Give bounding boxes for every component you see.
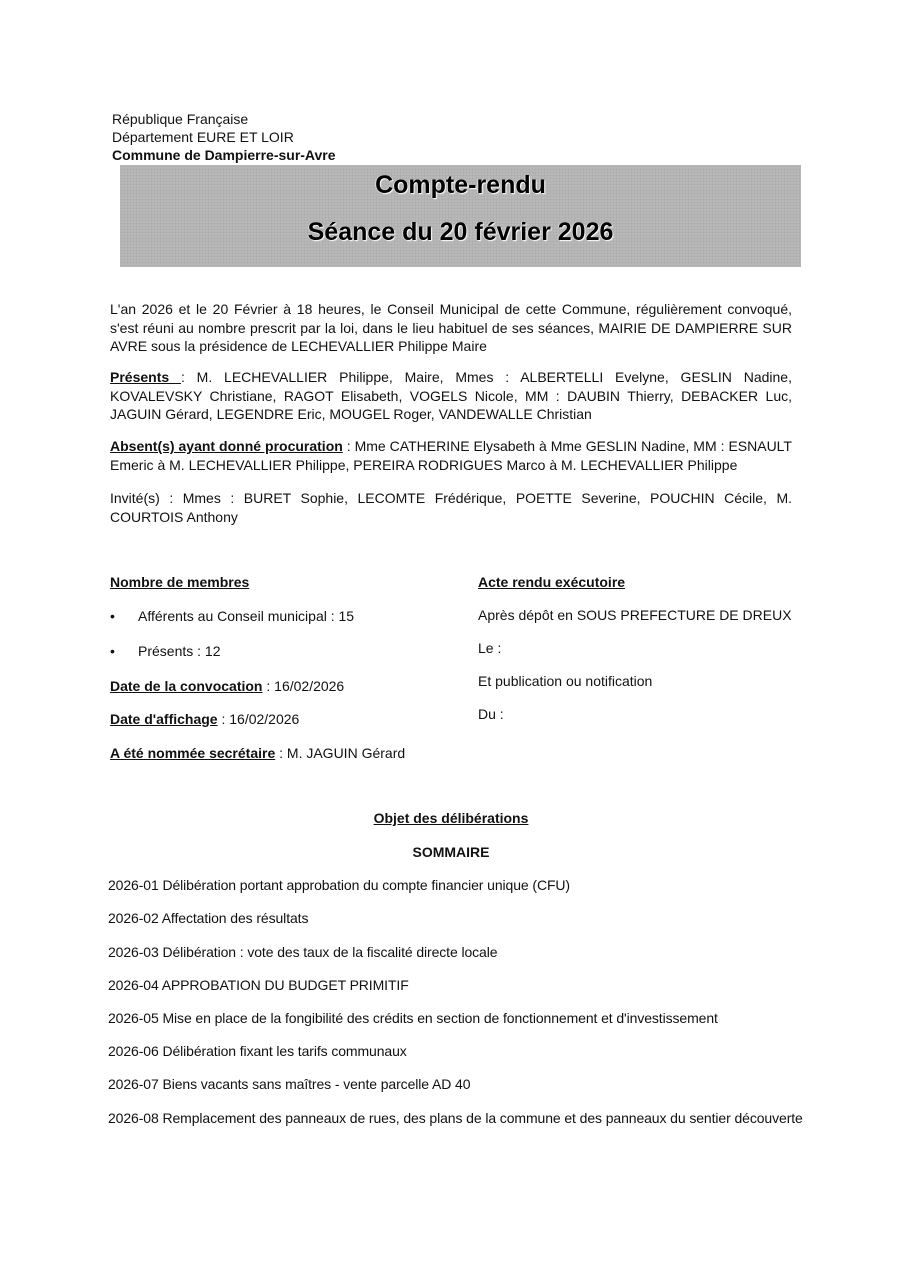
title-banner	[120, 165, 801, 267]
presents-paragraph	[110, 368, 792, 424]
deliberation-item: 2026-06 Délibération fixant les tarifs communaux	[108, 1043, 407, 1059]
absents-label: Absent(s) ayant donné procuration	[110, 438, 343, 454]
affichage-date: Date d'affichage : 16/02/2026	[110, 711, 300, 727]
document-title: Compte-rendu	[375, 171, 546, 199]
bullet-icon: •	[110, 643, 115, 659]
header-commune: Commune de Dampierre-sur-Avre	[112, 147, 336, 163]
sommaire-heading: SOMMAIRE	[412, 844, 490, 860]
convocation-date: Date de la convocation : 16/02/2026	[110, 678, 345, 694]
members-heading: Nombre de membres	[110, 574, 250, 590]
intro-paragraph: L'an 2026 et le 20 Février à 18 heures, le Conseil Municipal de cette Commune, régulièrement convoqué, s'est réuni au nombre prescrit par la loi, dans le lieu habituel de ses séances, MAIRIE DE DAMPIERRE SUR AVRE sous la présidence de LECHEVALLIER Philippe Maire	[110, 301, 792, 354]
deliberation-item: 2026-02 Affectation des résultats	[108, 910, 309, 926]
absents-list: : Mme CATHERINE Elysabeth à Mme GESLIN Nadine, MM : ESNAULT Emeric à M. LECHEVALLIER Philippe, PEREIRA RODRIGUES Marco à M. LECHEVALLIER Philippe	[110, 438, 792, 473]
deliberation-item: 2026-03 Délibération : vote des taux de la fiscalité directe locale	[108, 944, 498, 960]
presents-list: : M. LECHEVALLIER Philippe, Maire, Mmes : ALBERTELLI Evelyne, GESLIN Nadine, KOVALEVSKY Christiane, RAGOT Elisabeth, VOGELS Nicole, MM : DAUBIN Thierry, DEBACKER Luc, JAGUIN Gérard, LEGENDRE Eric, MOUGEL Roger, VANDEWALLE Christian	[110, 369, 792, 422]
bullet-icon: •	[110, 608, 115, 624]
executoire-du: Du :	[478, 706, 504, 722]
secretaire: A été nommée secrétaire : M. JAGUIN Gérard	[110, 745, 406, 761]
header-departement: Département EURE ET LOIR	[112, 129, 294, 145]
deliberation-item: 2026-04 APPROBATION DU BUDGET PRIMITIF	[108, 977, 409, 993]
deliberation-item: 2026-08 Remplacement des panneaux de rues, des plans de la commune et des panneaux du sentier découverte	[108, 1110, 803, 1126]
executoire-heading: Acte rendu exécutoire	[478, 574, 626, 590]
deliberation-item: 2026-01 Délibération portant approbation du compte financier unique (CFU)	[108, 877, 570, 893]
absents-paragraph	[110, 437, 792, 474]
members-bullet-presents: • Présents : 12	[110, 643, 221, 659]
invites-paragraph: Invité(s) : Mmes : BURET Sophie, LECOMTE Frédérique, POETTE Severine, POUCHIN Cécile, M. COURTOIS Anthony	[110, 490, 792, 525]
deliberations-heading: Objet des délibérations	[373, 810, 529, 826]
deliberation-item: 2026-05 Mise en place de la fongibilité des crédits en section de fonctionnement et d'investissement	[108, 1010, 718, 1026]
header-republique: République Française	[112, 111, 249, 127]
presents-label: Présents	[110, 369, 181, 385]
executoire-publication: Et publication ou notification	[478, 673, 653, 689]
session-date-title: Séance du 20 février 2026	[307, 218, 614, 246]
executoire-le: Le :	[478, 640, 502, 656]
deliberation-item: 2026-07 Biens vacants sans maîtres - vente parcelle AD 40	[108, 1076, 471, 1092]
members-bullet-afferents: • Afférents au Conseil municipal : 15	[110, 608, 355, 624]
executoire-depot: Après dépôt en SOUS PREFECTURE DE DREUX	[478, 607, 792, 623]
